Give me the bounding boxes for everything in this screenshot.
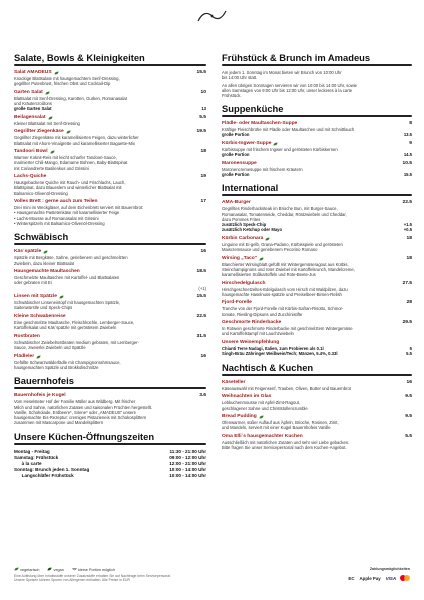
menu-item-description: Eine geschmelzte Maultasche, Fleischküchle, Lemberger-Sauce, [14, 319, 135, 325]
menu-item-name-wrap [222, 281, 266, 287]
leaf-icon [273, 142, 278, 146]
option-price: 13 [201, 106, 206, 112]
legend-vegetarian: vegetarisch [14, 567, 39, 572]
opening-hours-section [14, 431, 206, 481]
menu-item-description: Kleiner Blattsalat mit Senf-Dressing [14, 120, 80, 126]
menu-item-description: und Kräutercroûtons [14, 101, 52, 106]
intro-line: Frühstück. [222, 93, 242, 99]
menu-item-name-wrap [222, 256, 264, 262]
menu-item [14, 393, 206, 425]
menu-item-description: Spätzle mit Bergkäse, Sahne, geriebenem und geschmelzten [14, 255, 128, 261]
footer-note [14, 574, 234, 582]
leaf-icon [259, 257, 264, 261]
leaf-icon [48, 116, 53, 120]
leaf-icon [43, 250, 48, 254]
bauernhofeis-section [14, 375, 206, 430]
menu-item-description: Blattsalat mit Senf-Dressing, Karotten, Gurken, Romanasalat [14, 95, 127, 101]
menu-item-description: mit Coriandrerte Basilenkus und Grissini [14, 165, 89, 171]
menu-item [222, 161, 412, 177]
title-underline [14, 64, 206, 66]
menu-item-name: AMA-Burger [222, 200, 251, 206]
menu-item-name: Flädleler [14, 353, 35, 359]
menu-item [222, 236, 412, 252]
restaurant-logo [194, 6, 230, 26]
menu-item [14, 199, 206, 226]
schwaebisch-section [14, 231, 206, 375]
leaf-icon [36, 355, 41, 359]
title-underline [222, 64, 412, 66]
menu-item-name: Kürbis Carbonara [222, 235, 264, 241]
nachtisch-section [222, 362, 412, 456]
menu-item-name: Oma Elli´s hausgemachter Kuchen [222, 433, 303, 439]
menu-item-description: Balsamico-Olivenöl-Dressing [14, 190, 68, 196]
option-price: 15.5 [403, 171, 412, 177]
menu-item-name: Weihnachten im Glas [222, 394, 272, 400]
menu-item-description: Bitte fragen Sie unser Servicepersonal nach dem Kuchen-Angebot. [222, 445, 347, 451]
option-label: Chianti Terre Nadagi, Italien, zum Probieren als 0.1l [222, 346, 324, 351]
menu-item-option [14, 286, 206, 291]
menu-item [14, 249, 206, 265]
menu-item-description: und Kartoffelstampf mit Lauchzwiebeln [222, 331, 294, 337]
menu-item-description: Steinchampignons und roter Zwiebel mit Kartoffelsrunch, Mandelcreme, [222, 266, 355, 272]
menu-item-price: 18.5 [196, 269, 206, 275]
menu-item-price: 31.5 [196, 333, 206, 339]
intro-line: bis 14:00 Uhr statt. [222, 75, 258, 81]
menu-item [14, 115, 206, 126]
hours-value: 09:00 - 12:00 Uhr [169, 454, 206, 460]
leaf-icon [54, 71, 59, 75]
menu-item-description: geschlagener Sahne und Christstollencrumble [222, 405, 308, 411]
bowl-icon [72, 567, 77, 571]
menu-item-name: Käseteller [222, 379, 246, 385]
menu-item-name: Flädle- oder Maultaschen-Suppe [222, 121, 298, 127]
menu-item-option [222, 351, 412, 356]
menu-item [222, 340, 412, 356]
menu-item-name: Käs´spätzle [14, 249, 42, 255]
option-price: 5 [409, 346, 412, 351]
menu-item-description: Milch und Sahne, natürlichen Zutaten und saisonalen Früchten hergestellt. [14, 404, 153, 410]
menu-item-description: In Rotwein geschmorte Rinderbacke mit geschmelztem Wintergemüse [222, 326, 353, 332]
menu-item-name-wrap [14, 334, 40, 340]
menu-item [222, 434, 412, 450]
leaf-icon [265, 237, 270, 241]
leaf-icon [45, 91, 50, 95]
menu-item-description: Kürbissuppe mit frischem Ingwer und gerösteten Kürbiskernen [222, 146, 338, 152]
menu-item-description: hausgemachte Haselnuss-spätzle und Preiselbeer-Birnen-Relish [222, 291, 342, 297]
menu-item-name-wrap [14, 354, 41, 360]
option-price: +1.5 [403, 222, 412, 228]
menu-item-price: 16 [200, 249, 206, 255]
title-underline [14, 387, 206, 389]
leaf-icon [259, 415, 264, 419]
menu-item-name: Linsen mit Spätzle [14, 294, 57, 300]
menu-item-description: oder gebraten mit Ei [14, 280, 52, 286]
menu-item-price: 16 [200, 353, 206, 359]
section-title-text: Unsere Küchen-Öffnungszeiten [14, 430, 155, 442]
menu-item-option [222, 227, 412, 232]
menu-item-description: Gegrilltes Rinderhacksteak im Brioche Bun, mit Burger-Sauce, [222, 206, 338, 212]
menu-item-price: 15.5 [196, 294, 206, 300]
menu-item [14, 174, 206, 196]
menu-item-price: 5.5 [199, 114, 206, 120]
hours-label: Montag - Freitag [14, 448, 50, 454]
title-underline [222, 115, 412, 117]
menu-item-description: Warmer Koknit-Reis mit leicht scharfer Tandoori-Sauce, [14, 155, 117, 161]
hours-value: 10:00 - 14:00 Uhr [169, 466, 206, 472]
menu-item-price: 28 [406, 300, 412, 306]
section-title-text: Salate, Bowls & Kleinigkeiten [14, 52, 145, 63]
menu-item-name: Geschmorte Rinderbacke [222, 320, 282, 326]
menu-item-name: Gegrillter Ziegenkäse [14, 129, 64, 135]
menu-footer [14, 567, 410, 582]
menu-item-description: Sauce, zweierlei Zwiebeln und Spätzle [14, 344, 86, 350]
title-underline [14, 443, 206, 445]
menu-item-name: Hausgemachte Maultaschen [14, 269, 80, 275]
menu-item-option [222, 132, 412, 137]
section-gap [14, 479, 206, 481]
menu-item-name: Rostbraten [14, 333, 40, 339]
menu-item [14, 149, 206, 171]
intro-paragraph [222, 83, 412, 99]
menu-item-description: Saitenwürstle und Speck-Chips [14, 305, 73, 311]
menu-item-description: Ausschließlich mit natürlichen Zutaten und sehr viel Liebe gebacken. [222, 439, 350, 445]
menu-item-description: Geschmelzte Maultaschen mit Kartoffel- und Blattsalaten [14, 275, 120, 281]
international-section [222, 182, 412, 361]
option-label: zusätzlich Ketchup oder Mayo [222, 227, 283, 233]
menu-item-description: tomate, Riesling-Dipsuns und Zucchinistifte [222, 311, 303, 317]
option-label: • Lachs-Mousse auf Romanasalat mit Grissini [14, 215, 99, 221]
menu-item-description: und Mandeln, serviert mit einer Kugel Bauernhofeis Vanille [222, 425, 331, 431]
leaf-icon [50, 150, 55, 154]
menu-item-name: Bauernhofeis je Kugel [14, 393, 66, 399]
option-label: große Portion [222, 171, 250, 177]
option-label: Singh-Bräu Zähringer Weißwein/Tech; Mänzen, 5.4%, 0.33l [222, 351, 338, 357]
intro-line: Am jedem 1. Sonntag im Monat bieten wir Brunch von 10:00 Uhr [222, 70, 342, 75]
menu-item-description: Schwäbischer Zwiebelrostbraten medium gebraten, mit Lemberger- [14, 339, 139, 345]
title-underline [222, 194, 412, 196]
menu-item-name-wrap [222, 380, 245, 386]
section-title [14, 52, 206, 66]
menu-item-description: Blanchierter Wirsingblatt gefüllt mit Wintergemüseragout aus Kürbis, [222, 261, 349, 267]
menu-item-name: Bread Pudding [222, 414, 257, 420]
section-title [14, 231, 206, 245]
menu-item-price: 19 [200, 174, 206, 180]
menu-item-price: 18 [406, 255, 412, 261]
menu-item-price: 18 [200, 149, 206, 155]
menu-item [14, 90, 206, 112]
legend-vegan: vegan [47, 567, 63, 572]
section-title [222, 103, 412, 117]
menu-item [222, 121, 412, 137]
menu-item [222, 256, 412, 278]
menu-item [14, 354, 206, 370]
menu-item-description: Kartoffelsalat und Käs´spätzle mit geröstetem Zwiebeln [14, 325, 117, 331]
menu-item-price: 9.5 [405, 414, 412, 420]
leaf-icon [59, 295, 64, 299]
hours-value: 11:30 - 21:00 Uhr [169, 448, 206, 454]
menu-item-name: Volles Brett : gerne auch zum Teilen [14, 199, 98, 205]
menu-item-description: Schwäbischer Linseneintopf mit hausgemachten Spätzle, [14, 300, 121, 306]
menu-item-name: Lachs-Quiche [14, 174, 47, 180]
section-gap [222, 454, 412, 456]
menu-item-price: 5.5 [405, 433, 412, 439]
legend-small-portion: kleine Portion möglich [72, 567, 115, 572]
mastercard-icon [400, 575, 410, 581]
hours-label: à la carte [14, 460, 42, 466]
footer-note-line: Unsere Speisen können Spuren von Allergenen enthalten. Alle Preise in EUR [14, 578, 130, 583]
section-title [222, 52, 412, 66]
menu-item-description: Käseauswahl mit Feigensenf, Trauben, Oliven, Butter und Bauernbrot [222, 385, 351, 391]
menu-item-name: Garten Salat [14, 89, 43, 95]
menu-item-description: Kräftige Fleischbrühe mit Flädle oder Maultaschen und mit Schnittlauch [222, 127, 355, 133]
suppen-section [222, 103, 412, 182]
menu-item-description: Linguine mit Ei-gelb, Grana-Padano, Kürbisspiele und gerösteten [222, 241, 343, 247]
option-label: große Portion [222, 132, 250, 138]
menu-item-description: karamellisierten Süßkartoffeln und Rote-Beete-Jus [222, 272, 316, 278]
menu-item-price: 18 [406, 235, 412, 241]
menu-item-price: 8 [409, 121, 412, 127]
intro-paragraph [222, 70, 412, 80]
menu-item-description: Hausgebackene Quiche mit Rauch- und Frischlachs, Lauch, [14, 180, 126, 186]
hours-value: 10:00 - 14:00 Uhr [169, 472, 206, 478]
menu-item [14, 70, 206, 86]
menu-item [222, 300, 412, 316]
visa-icon: VISA [385, 575, 396, 581]
menu-item-name-wrap [222, 161, 257, 167]
menu-item-description: Romanasalat, Tomatenseide, Cheddar, Röstzwiebeln und Cheddar, [222, 211, 347, 217]
section-title [222, 182, 412, 196]
left-column [14, 52, 206, 481]
menu-item-option [14, 106, 206, 111]
intro-line: allen Samstagen von 9:00 Uhr bis 12:00 Uhr, unser leckeres à la carte [222, 88, 353, 94]
leaf-icon [66, 130, 71, 134]
section-title-text: Schwäbisch [14, 231, 69, 243]
hours-label: Langschläfer Frühstück [14, 472, 74, 478]
title-underline [14, 243, 206, 245]
ec-icon: EC [348, 575, 355, 581]
payment-title: Zahlungsmöglichkeiten [369, 567, 410, 571]
menu-item-description: Gegrillter Ziegenkäse mit karamellisierten Feigen, dazu winterlicher [14, 135, 139, 141]
menu-item-description: Tranche von der Fjord-Forelle mit Kürbis-Safran-Risotto, Schmor- [222, 306, 344, 312]
menu-item-price: 3.6 [199, 393, 206, 399]
menu-item-description: dazu Pommes Frites [222, 216, 261, 222]
option-price: 13.5 [403, 132, 412, 138]
menu-item-name-wrap [14, 115, 53, 121]
menu-item [14, 269, 206, 291]
option-label: zusätzlich Speck-Chip [222, 222, 267, 228]
menu-item-name: Fjord-Forelle [222, 300, 252, 306]
menu-item-description: marinierter Chili-Mango, Edamame Bohnen, Baby-Blattspinat [14, 160, 128, 166]
menu-item-description: Vom Heselsteter Hof der Familie Müller aus Wildberg. Mit frischer [14, 399, 136, 405]
section-title-text: Nachtisch & Kuchen [222, 361, 314, 373]
menu-item-price: 10 [200, 89, 206, 95]
menu-item-name: Unsere Weinempfehlung [222, 340, 280, 345]
leaf-icon [14, 567, 19, 571]
menu-item-description: hausgemachten Spätzle und Brokkolischnitze [14, 364, 99, 370]
menu-item-price: 19.5 [196, 129, 206, 135]
menu-item-price: 10.5 [402, 160, 412, 166]
menu-item-price: 27.5 [402, 280, 412, 286]
menu-item-price: 17 [200, 199, 206, 205]
section-title-text: International [222, 182, 279, 194]
menu-item-price: 9 [409, 140, 412, 146]
menu-item-description: Maiscremsauce und geriebenem Pecorino Romano [222, 247, 318, 253]
payment-info [347, 567, 410, 581]
menu-item-description: Vanille, Schokolade, Erdbeere*, Sirene* oder „AMADEUS" unsere [14, 409, 136, 415]
menu-item-option [14, 221, 206, 226]
menu-item-description: Zwiebeln, dazu kleiner Blattsalat [14, 260, 75, 266]
menu-item [14, 129, 206, 145]
menu-item-name: Maronensuppe [222, 160, 257, 166]
menu-item [222, 394, 412, 410]
menu-item [222, 281, 412, 297]
menu-item-option [222, 172, 412, 177]
right-column [222, 52, 412, 456]
intro-line: An allen übrigen Sonntagen servieren wir von 10:00 bis 14:00 Uhr, sowie [222, 82, 358, 88]
section-title-text: Bauernhofeis [14, 375, 74, 387]
menu-item-price: 15.5 [196, 70, 206, 75]
menu-item-price: 9.5 [405, 394, 412, 400]
menu-item [222, 141, 412, 157]
menu-item-description: Maronencremesuppe mit frischem Kräutern [222, 166, 303, 172]
menu-item-price: 22.5 [402, 200, 412, 206]
hours-label: Sonntag: Brunch jeden 1. Sonntag [14, 466, 90, 472]
menu-item-name: Kleine Schwabenreise [14, 313, 66, 319]
menu-item-name-wrap [222, 141, 278, 147]
vegan-leaf-icon [47, 567, 52, 571]
salate-section [14, 52, 206, 231]
menu-item [14, 314, 206, 330]
menu-item-description: zusammen mit Mascarpone und Mandelsplittern [14, 420, 104, 426]
section-title-text: Frühstück & Brunch im Amadeus [222, 52, 371, 63]
payment-icons [347, 575, 410, 581]
menu-item-description: Knackige Blattsalate mit hausgemachtem Senf-Dressing, [14, 76, 120, 81]
option-price: 14.5 [403, 152, 412, 158]
menu-item [14, 334, 206, 350]
menu-item-name: Tandoori Bowl [14, 149, 48, 155]
option-price: +0.5 [403, 227, 412, 233]
menu-item-description: Blattspinat, dazu Blaueslern und winterlicher Blattsalat mit [14, 185, 122, 191]
menu-item-description: Ofenwarmer, süßer Auflauf aus Äpfeln, Brioche, Rosinen, Zimt, [222, 420, 339, 426]
option-label: • Hausgemachte Pastetenkäse mit karamellisierter Feige [14, 210, 120, 216]
apple-pay-icon: Apple Pay [359, 575, 381, 581]
menu-item-name-wrap [14, 90, 50, 96]
menu-item-description: Gefüllte Schwarzwälderfädle mit Champignonrahmsauce, [14, 359, 121, 365]
hours-label: Samstag: Frühstück [14, 454, 59, 460]
menu-item-name: Beilagensalat [14, 114, 46, 120]
title-underline [222, 374, 412, 376]
hours-value: 12:00 - 21:00 Uhr [169, 460, 206, 466]
menu-item-name: Salat AMADEUS [14, 70, 52, 75]
menu-item-description: hausgemachte Eis-Rezeptur: cremiges Pistazieneis mit Schokosplittern [14, 414, 147, 420]
footer-note-line: Eine Auflistung über Inhaltsstoffe unserer Zusatzstoffe erhalten Sie auf Nachfrage beim Servicepersonal. [14, 574, 171, 578]
option-label: große Garten Salat [14, 106, 52, 112]
section-title-text: Suppenküche [222, 103, 284, 115]
option-price: (+1) [198, 285, 206, 291]
menu-item-name: Wirsing „Taco" [222, 255, 258, 261]
menu-item-description: Lebkuchenmousse mit Apfel-Zimt-Ragout, [222, 400, 300, 406]
option-price: 5.5 [406, 351, 412, 357]
menu-item-name: Kürbis-Ingwer-Suppe [222, 140, 272, 146]
section-title [14, 375, 206, 389]
section-title [14, 431, 206, 445]
menu-item-description: Drei mini im Weckgläser, auf dem Eichenbrett serviert mit Bauernbrot: [14, 205, 144, 211]
section-title [222, 362, 412, 376]
menu-item-price: 22.5 [196, 313, 206, 319]
fruehstueck-section [222, 52, 412, 103]
menu-item-name: Hirschedelgulasch [222, 280, 266, 286]
menu-item-description: Blattsalat mit Ahorn-Vinaigrette und karamellisierter Baguette-Mix [14, 140, 135, 146]
menu-item-description: Hirschgeschnetzeltes-Edelgulasch vom Hirsch mit Waldpilzen, dazu [222, 286, 348, 292]
menu-item-name-wrap [222, 236, 270, 242]
menu-item-price: 16 [406, 379, 412, 385]
menu-item [222, 320, 412, 336]
option-label: große Portion [222, 152, 250, 158]
option-label: • Winterspitzeln mit Balsamico-Olivenöl-Dressing [14, 220, 105, 226]
menu-item [222, 414, 412, 430]
menu-item-description: gegrillter Putenbrust, frischen Obst und Cocktail-Dip [14, 81, 111, 87]
menu-item [222, 200, 412, 232]
menu-item-price: 29.5 [402, 320, 412, 326]
menu-item [14, 294, 206, 310]
menu-item-option [222, 152, 412, 157]
menu-item [222, 380, 412, 391]
